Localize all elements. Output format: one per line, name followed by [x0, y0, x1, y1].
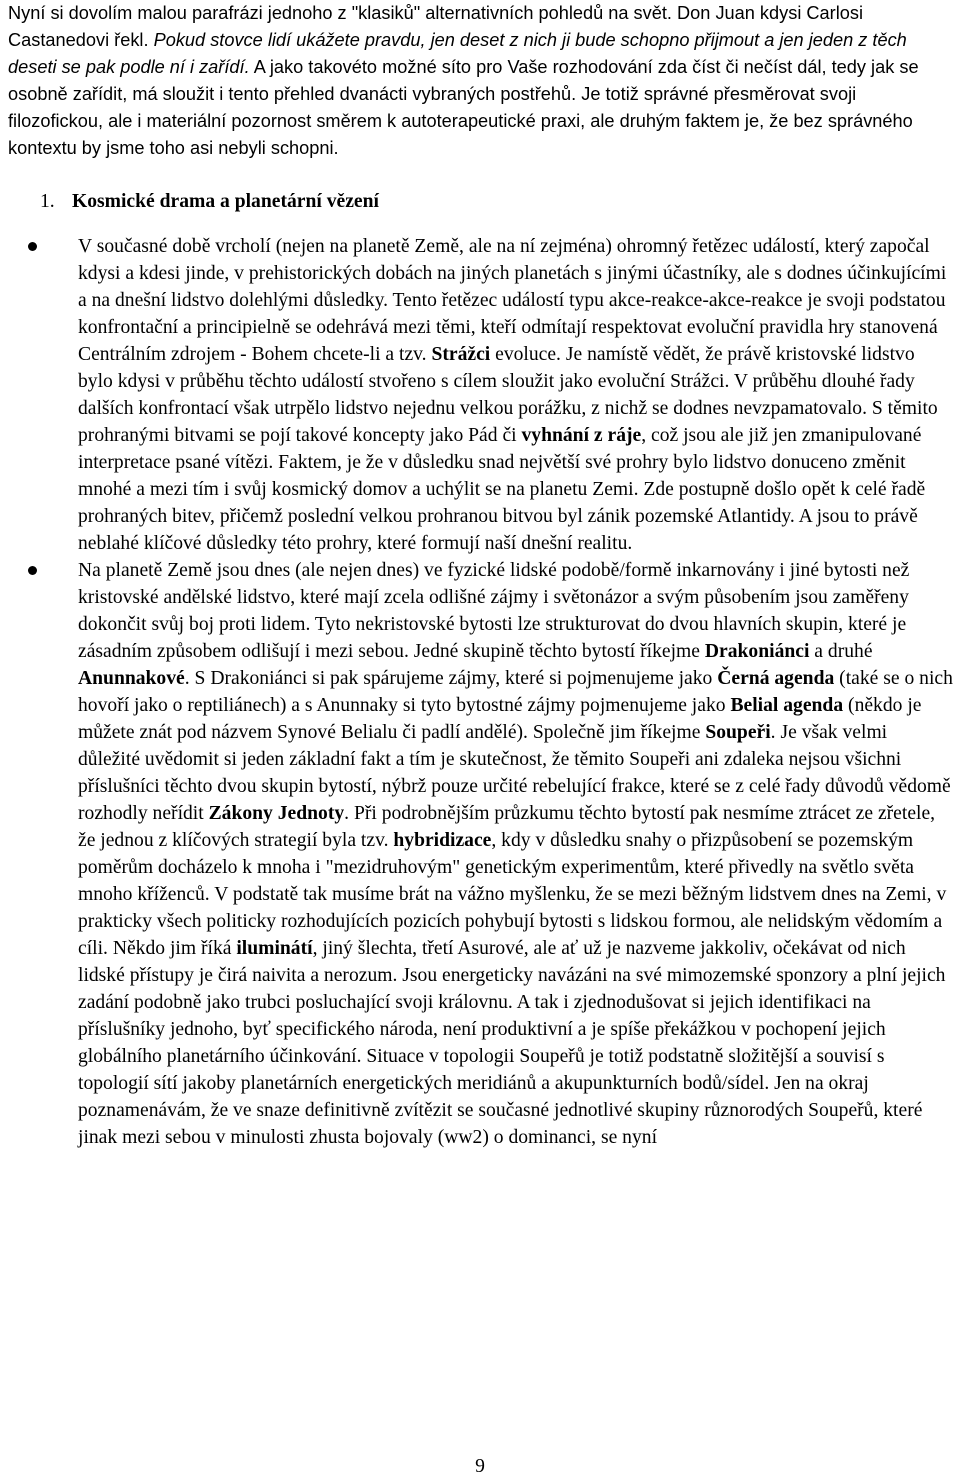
intro-quote: Pokud stovce lidí ukážete pravdu, jen deset z nich ji bude schopno přijmout a jen jeden z těch deseti se pak podle ní i zařídí. — [8, 30, 907, 77]
list-item — [8, 233, 954, 557]
bullet-text: Na planetě Země jsou dnes (ale nejen dnes) ve fyzické lidské podobě/formě inkarnovány i jiné bytosti než kristovské andělské lidstvo, které mají zcela odlišné zájmy i světonázor a svým působením jsou zaměřeny dokončit svůj boj proti lidem. Tyto nekristovské bytosti lze strukturovat do dvou hlavních skupin, které je zásadním způsobem odlišují i mezi sebou. Jedné skupině těchto bytostí říkejme — [78, 560, 910, 662]
bold-term: Strážci — [431, 344, 491, 365]
bullet-icon — [28, 566, 37, 575]
bullet-text: (někdo je můžete znát pod názvem Synové Belialu či padlí andělé). Společně jim říkejme — [78, 695, 922, 743]
section-title: Kosmické drama a planetární vězení — [72, 191, 379, 212]
bullet-text: . S Drakoniánci si pak spárujeme zájmy, které si pojmenujeme jako — [184, 668, 718, 689]
bold-term: hybridizace — [393, 830, 492, 851]
bullet-text: (také se o nich hovoří jako o reptiliánech) a s Anunnaky si tyto bytostné zájmy pojmenujeme jako — [78, 668, 953, 716]
intro-text-rest: A jako takovéto možné síto pro Vaše rozhodování zda číst či nečíst dál, tedy jak se osobně zařídit, má sloužit i tento přehled dvanácti vybraných postřehů. Je totiž správné přesměrovat svoji filozofickou, ale i materiální pozornost směrem k autoterapeutické praxi, ale druhým faktem je, že bez správného kontextu by jsme toho asi nebyli schopni. — [8, 57, 919, 158]
bullet-icon — [28, 242, 37, 251]
bullet-text: , což jsou ale již jen zmanipulované interpretace psané vítězi. Faktem, je že v důsledku snad největší své prohry bylo lidstvo donuceno změnit mnohé a mezi tím i svůj kosmický domov a uchýlit se na planetu Zemi. Zde postupně došlo opět k celé řadě prohraných bitev, přičemž poslední velkou prohranou bitvou byl zánik pozemské Atlantidy. A jsou to právě neblahé klíčové důsledky této prohry, které formují naší dnešní realitu. — [78, 425, 926, 554]
bullet-text: , kdy v důsledku snahy o přizpůsobení se pozemským poměrům docházelo k mnoha i "mezidruhovým" genetickým experimentům, které přivedly na světlo světa mnoho kříženců. V podstatě tak musíme brát na vážno myšlenku, že se mezi běžným lidstvem dnes na Zemi, v prakticky všech politicky rozhodujících pozicích pohybují bytosti s lidskou formou, ale nelidským vědomím a cíli. Někdo jim říká — [78, 830, 947, 959]
list-item — [8, 557, 954, 1151]
intro-paragraph — [8, 0, 954, 162]
bullet-text: . Je však velmi důležité uvědomit si jeden základní fakt a tím je skutečnost, že těmito Soupeři ani zdaleka nejsou všichni příslušníci těchto dvou skupin bytostí, nýbrž pouze určité rebelující frakce, které se z celé řady důvodů vědomě rozhodly neřídit — [78, 722, 951, 824]
page-number: 9 — [475, 1456, 485, 1477]
bold-term: Anunnakové — [78, 668, 185, 689]
section-number: 1. — [40, 191, 55, 212]
bullet-text: V současné době vrcholí (nejen na planetě Země, ale na ní zejména) ohromný řetězec událostí, který započal kdysi a kdesi jinde, v prehistorických dobách na jiných planetách s jinými účastníky, ale s dodnes účinkujícími a na dnešní lidstvo dolehlými důsledky. Tento řetězec událostí typu akce-reakce-akce-reakce je svoji podstatou konfrontační a principielně se odehrává mezi těmi, kteří odmítají respektovat evoluční pravidla hry stanovená Centrálním zdrojem - Bohem chcete-li a tzv. — [78, 236, 947, 365]
bold-term: vyhnání z ráje — [521, 425, 642, 446]
bullet-text: evoluce. Je namístě vědět, že právě kristovské lidstvo bylo kdysi v průběhu těchto událostí stvořeno s cílem sloužit jako evoluční Strážci. V průběhu dlouhé řady dalších konfrontací však utrpělo lidstvo nejednu velkou porážku, z nichž se dodnes nevzpamatovalo. S těmito prohranými bitvami se pojí takové koncepty jako Pád či — [78, 344, 938, 446]
bullet-text: , jiný šlechta, třetí Asurové, ale ať už je nazveme jakkoliv, očekávat od nich lidské přístupy je čirá naivita a nerozum. Jsou energeticky navázáni na své mimozemské sponzory a plní jejich zadání podobně jako trubci posluchající svoji královnu. A tak i zjednodušovat si jejich identifikaci na příslušníky jednoho, byť specifického národa, není produktivní a je spíše překážkou v pochopení jejich globálního planetárního účinkování. Situace v topologii Soupeřů je totiž podstatně složitější a souvisí s topologií sítí jakoby planetárních energetických meridiánů a akupunkturních bodů/sídel. Jen na okraj poznamenávám, že ve snaze definitivně zvítězit se současné jednotlivé skupiny různorodých Soupeřů, které jinak mezi sebou v minulosti zhusta bojovaly (ww2) o dominanci, se nyní — [78, 938, 946, 1148]
bold-term: Belial agenda — [730, 695, 844, 716]
bold-term: Zákony Jednoty — [208, 803, 345, 824]
intro-text: Nyní si dovolím malou parafrázi jednoho z "klasiků" alternativních pohledů na svět. Don Juan kdysi Carlosi Castanedovi řekl. — [8, 3, 864, 50]
bold-term: Soupeři — [705, 722, 771, 743]
bullet-list — [8, 233, 954, 1151]
bold-term: Černá agenda — [717, 668, 835, 689]
section-heading — [8, 188, 954, 215]
bullet-text: a druhé — [809, 641, 873, 662]
section-1 — [8, 188, 954, 1151]
bold-term: Drakoniánci — [704, 641, 810, 662]
document-page — [8, 0, 954, 1151]
bold-term: iluminátí — [236, 938, 313, 959]
bullet-text: . Při podrobnějším průzkumu těchto bytostí pak nesmíme ztrácet ze zřetele, že jednou z klíčových strategií byla tzv. — [78, 803, 936, 851]
